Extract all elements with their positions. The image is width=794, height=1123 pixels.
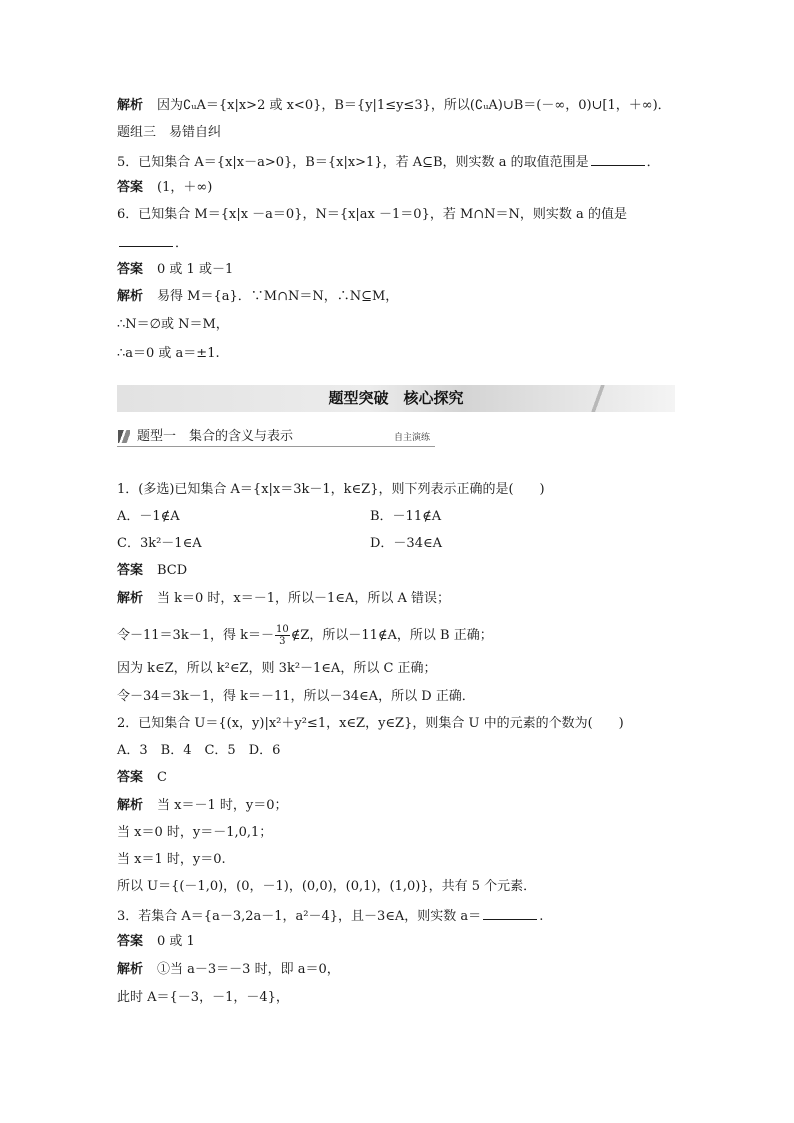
answer-tag: 答案 — [117, 934, 144, 949]
analysis-text: 因为∁ᵤA＝{x|x>2 或 x<0}，B＝{y|1≤y≤3}，所以(∁ᵤA)∪B＝(－∞，0)∪[1，＋∞)． — [157, 98, 671, 113]
question-6: 6．已知集合 M＝{x|x －a＝0}，N＝{x|ax －1＝0}，若 M∩N＝N，则实数 a 的值是 — [117, 207, 627, 222]
question-2-options: A．3 B．4 C．5 D．6 — [117, 743, 281, 758]
answer-6 — [117, 261, 676, 279]
fraction — [275, 624, 290, 647]
analysis-2-line2: 当 x＝0 时，y＝－1,0,1； — [117, 825, 273, 840]
question-1-options-row2 — [117, 535, 676, 553]
question-5-end: ． — [646, 155, 660, 170]
analysis-3-line1 — [117, 961, 676, 979]
answer-5 — [117, 179, 676, 197]
question-1-options-row1 — [117, 508, 676, 526]
answer-3 — [117, 933, 676, 951]
subsection-heading — [117, 428, 435, 447]
question-5 — [117, 152, 676, 172]
answer-6-text: 0 或 1 或－1 — [157, 262, 234, 277]
analysis-tag: 解析 — [117, 98, 144, 113]
subsection-label: 题型一 集合的含义与表示 — [137, 429, 294, 444]
analysis-tag: 解析 — [117, 289, 144, 304]
banner-slash-decoration — [591, 385, 605, 412]
answer-tag: 答案 — [117, 180, 144, 195]
fraction-numerator: 10 — [275, 624, 289, 635]
answer-5-text: (1，＋∞) — [157, 180, 213, 195]
fraction-denominator: 3 — [279, 636, 286, 647]
analysis-2-line1 — [117, 797, 676, 815]
subsection-mode: 自主演练 — [394, 433, 431, 443]
answer-1 — [117, 562, 676, 580]
analysis-1-line2 — [117, 624, 676, 647]
question-6-end: ． — [175, 236, 189, 251]
question-2-stem: 2．已知集合 U＝{(x，y)|x²＋y²≤1，x∈Z，y∈Z}，则集合 U 中的元素的个数为( ) — [117, 716, 624, 731]
answer-tag: 答案 — [117, 262, 144, 277]
answer-blank — [591, 152, 645, 166]
option-d: D．－34∈A — [370, 536, 442, 551]
analysis-tag: 解析 — [117, 798, 144, 813]
answer-3-text: 0 或 1 — [157, 934, 195, 949]
question-3-end: . — [539, 909, 544, 924]
analysis-1-pre: 令－11＝3k－1，得 k＝－ — [117, 628, 274, 643]
analysis-6-text: 易得 M＝{a}．∵M∩N＝N，∴N⊆M， — [157, 289, 399, 304]
option-b: B．－11∉A — [370, 509, 442, 524]
section-title: 题型突破 核心探究 — [328, 389, 464, 407]
analysis-tag: 解析 — [117, 591, 144, 606]
analysis-1-line1 — [117, 590, 676, 608]
analysis-3-line2: 此时 A＝{－3，－1，－4}， — [117, 990, 289, 1005]
analysis-1-line3: 因为 k∈Z，所以 k²∈Z，则 3k²－1∈A，所以 C 正确； — [117, 661, 437, 676]
answer-blank — [119, 233, 173, 247]
analysis-6-line3: ∴a＝0 或 a＝±1. — [117, 346, 220, 361]
analysis-2-line4: 所以 U＝{(－1,0)，(0，－1)，(0,0)，(0,1)，(1,0)}，共有 5 个元素． — [117, 879, 537, 894]
analysis-line-sets — [117, 97, 676, 115]
analysis-3-text: ①当 a－3＝－3 时，即 a＝0， — [157, 962, 340, 977]
option-a: A．－1∉A — [117, 509, 180, 524]
question-3-stem — [117, 906, 676, 926]
analysis-6 — [117, 288, 676, 306]
section-banner — [117, 385, 675, 412]
group-heading: 题组三 易错自纠 — [117, 125, 222, 140]
bookmark-icon — [118, 430, 130, 443]
answer-tag: 答案 — [117, 770, 144, 785]
analysis-1-post: ∉Z，所以－11∉A，所以 B 正确； — [290, 628, 493, 643]
question-5-text: 5．已知集合 A＝{x|x－a>0}，B＝{x|x>1}，若 A⊆B，则实数 a 的取值范围是 — [117, 155, 589, 170]
answer-2 — [117, 769, 676, 787]
answer-blank — [483, 906, 537, 920]
analysis-6-line2: ∴N＝∅或 N＝M， — [117, 317, 229, 332]
question-1-stem: 1．(多选)已知集合 A＝{x|x＝3k－1，k∈Z}，则下列表示正确的是( ) — [117, 482, 545, 497]
answer-tag: 答案 — [117, 563, 144, 578]
answer-2-text: C — [157, 770, 167, 785]
analysis-1-text: 当 k＝0 时，x＝－1，所以－1∈A，所以 A 错误； — [157, 591, 450, 606]
answer-1-text: BCD — [157, 563, 188, 578]
analysis-tag: 解析 — [117, 962, 144, 977]
analysis-1-line4: 令－34＝3k－1，得 k＝－11，所以－34∈A，所以 D 正确． — [117, 689, 475, 704]
option-c: C．3k²－1∈A — [117, 536, 202, 551]
question-6-cont — [117, 233, 676, 253]
question-3-text: 3．若集合 A＝{a－3,2a－1，a²－4}，且－3∈A，则实数 a＝ — [117, 909, 482, 924]
analysis-2-line3: 当 x＝1 时，y＝0. — [117, 852, 226, 867]
analysis-2-text: 当 x＝－1 时，y＝0； — [157, 798, 288, 813]
